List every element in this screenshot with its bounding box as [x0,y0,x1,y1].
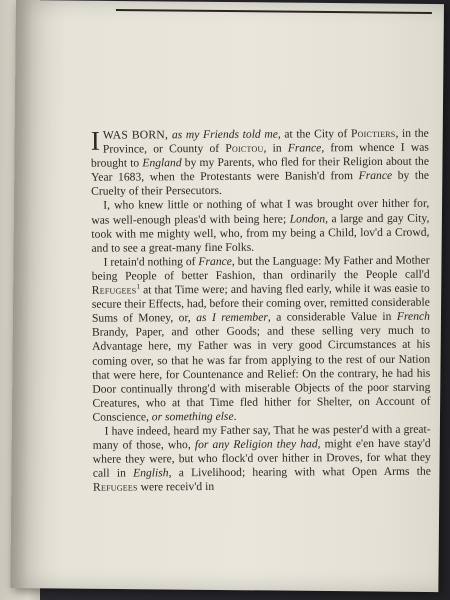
text-run: as I remember [196,310,268,325]
text-run: Brandy, Paper, and other Goods; and these selling very much to Advantage here, my Father was in very good Circumstances at his coming over, so that he was far from applying to the rest of our Nation that were here, for Countenance and Relief: On the contrary, he had his Door continually throng'd with miserable Objects of the poor starving Creatures, who at that Time fled hither for Shelter, on Account of Conscience, [91,323,431,424]
text-run: for any Religion they had [194,437,318,452]
book-page [10,0,444,592]
text-run: , might e'en have stay'd where they were, but who flock'd over hither in Droves, for what they call in [92,436,431,480]
text-run: England [142,156,182,170]
text-run: . [233,409,237,423]
text-run: English [133,466,169,480]
text-run: I retain'd nothing of [103,254,199,269]
text-run: WAS BORN, [102,128,172,142]
footnote-marker: 1 [136,282,140,291]
text-run: France [358,169,393,183]
text-run: , a considerable Value in [267,310,397,324]
body-text [91,127,431,495]
text-run: , but the Language: My Father and Mother being People of better Fashion, than ordinarily the People call'd [91,253,430,283]
text-run: , in the Province, or County of [102,126,429,156]
paragraph [91,127,429,200]
header-rule [116,9,432,14]
paragraph [92,254,431,425]
text-run: I, who knew little or nothing of what I was brought over hither for, was well-enough pleas'd with being here; [91,197,430,227]
text-run: , in [263,141,288,155]
text-run: , at the City of [277,127,351,141]
text-run: , a large and gay City, took with me mighty well, who, from my being a Child, lov'd a Crowd, and to see a great-many fine Folks. [91,211,430,255]
text-run: at that Time were; and having fled early, while it was easie to secure their Effects, had, before their coming over, remitted considerable Sums of Money, or, [91,281,430,325]
text-run: I have indeed, heard my Father say, That he was pester'd with a great-many of those, who, [92,422,431,452]
text-run: Refugees [91,283,137,297]
text-run: Refugees [92,480,138,495]
drop-initial: I [90,125,100,156]
text-run: Poictou [225,141,264,155]
text-run: , a Livelihood; hearing with what Open Arms the [168,464,431,480]
text-run: were receiv'd in [137,480,215,494]
text-run: France [198,254,232,268]
paragraph [91,197,429,255]
paragraph [93,423,431,496]
text-run: by the Cruelty of their Persecutors. [91,168,430,199]
text-run: , from whence I was brought to [90,140,429,170]
text-run: or something else [151,409,234,424]
text-run: French [396,309,430,324]
text-run: France [287,141,322,155]
text-run: by my Parents, who fled for their Religion about the Year 1683, when the Protestants were Banish'd from [91,154,430,185]
text-run: Poictiers [350,126,396,141]
text-run: as my Friends told me [171,127,278,142]
text-run: London [289,211,326,226]
